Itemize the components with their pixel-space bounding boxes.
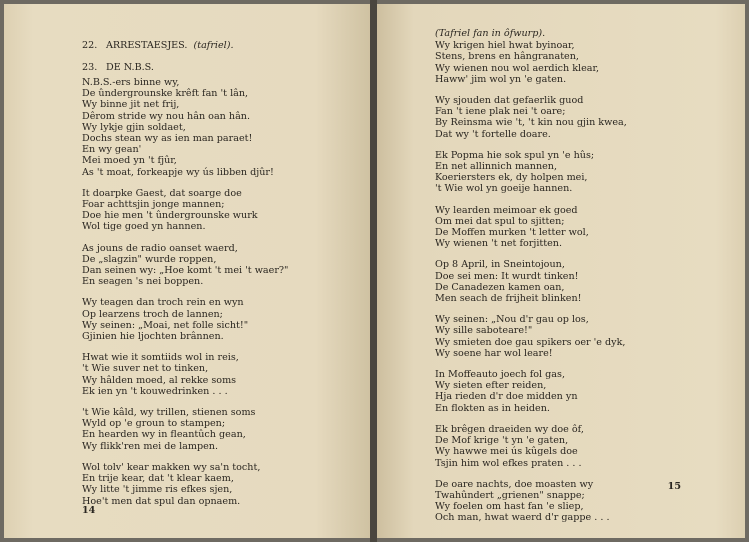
verse-line: De „slagzin" wurde roppen,: [82, 253, 217, 265]
heading-number: 22.: [82, 40, 98, 51]
verse-line: Wy teagen dan troch rein en wyn: [82, 297, 244, 309]
verse-line: By Reinsma wie 't, 't kin nou gjin kwea,: [435, 117, 627, 129]
verse-line: As jouns de radio oanset waerd,: [82, 242, 238, 254]
verse-line: En flokten as in heiden.: [435, 402, 550, 414]
stanza: [82, 407, 352, 452]
verse-line: Stens, brens en hângranaten,: [435, 51, 579, 63]
stanza: [82, 297, 352, 342]
verse-line: Wy seinen: „Moai, net folle sicht!": [82, 319, 249, 331]
stanza: [435, 150, 725, 195]
stanza: [82, 243, 352, 288]
heading-title: DE N.B.S.: [106, 62, 154, 73]
verse-line: De Mof krige 't yn 'e gaten,: [435, 435, 569, 447]
verse-line: Wy flikk'ren mei de lampen.: [82, 440, 219, 452]
stanza: [435, 205, 725, 250]
verse-line: Men seach de frijheit blinken!: [435, 293, 582, 305]
verse-line: In Moffeauto joech fol gas,: [435, 369, 565, 381]
stanza: [435, 259, 725, 304]
verse-line: Tsjin him wol efkes praten . . .: [435, 457, 582, 469]
verse-line: It doarpke Gaest, dat soarge doe: [82, 187, 242, 199]
heading-number: 23.: [82, 62, 98, 73]
verse-line: Wy foelen om hast fan 'e sliep,: [435, 501, 584, 513]
stanza: [435, 95, 725, 140]
heading-23: [82, 62, 352, 74]
verse-line: En hearden wy in fleantûch gean,: [82, 429, 246, 441]
verse-line: As 't moat, forkeapje wy ús libben djûr!: [82, 166, 274, 178]
verse-line: Om mei dat spul to sjitten;: [435, 215, 565, 227]
verse-line: Wy hâlden moed, al rekke soms: [82, 374, 237, 386]
verse-line: Wy lykje gjin soldaet,: [82, 121, 186, 133]
section-subhead: (Tafriel fan in ôfwurp).: [435, 28, 546, 39]
verse-line: Wy krigen hiel hwat byinoar,: [435, 40, 575, 52]
verse-line: Wy hawwe mei ús kûgels doe: [435, 446, 578, 458]
left-page-content: [82, 40, 352, 517]
verse-line: En seagen 's nei boppen.: [82, 276, 204, 288]
verse-line: 't Wie kâld, wy trillen, stienen soms: [82, 407, 256, 419]
verse-line: Wol tolv' kear makken wy sa'n tocht,: [82, 461, 261, 473]
verse-line: Doe sei men: It wurdt tinken!: [435, 270, 579, 282]
stanza: [82, 352, 352, 397]
verse-line: Hwat wie it somtiids wol in reis,: [82, 352, 239, 364]
verse-line: Twahûndert „grienen" snappe;: [435, 489, 585, 501]
verse-line: Doe hie men 't ûndergrounske wurk: [82, 210, 258, 222]
verse-line: Dat wy 't fortelle doare.: [435, 128, 551, 140]
stanza: [435, 369, 725, 414]
heading-title: ARRESTAESJES. (tafriel).: [106, 40, 234, 51]
verse-line: Dan seinen wy: „Hoe komt 't mei 't waer?": [82, 265, 289, 277]
stanza: [82, 188, 352, 233]
right-page-content: [435, 28, 725, 534]
verse-line: Wy sjouden dat gefaerlik guod: [435, 95, 584, 107]
verse-line: Ek brêgen draeiden wy doe ôf,: [435, 423, 584, 435]
verse-line: Op learzens troch de lannen;: [82, 308, 223, 320]
verse-line: En net allinnich mannen,: [435, 161, 558, 173]
verse-line: Wy wienen nou wol aerdich klear,: [435, 62, 600, 74]
stanza: [435, 314, 725, 359]
verse-line: Wy litte 't jimme ris efkes sjen,: [82, 484, 233, 496]
poem-stanzas: [435, 40, 725, 523]
verse-line: En trije kear, dat 't klear kaem,: [82, 473, 234, 485]
verse-line: Dêrom stride wy nou hân oan hân.: [82, 110, 251, 122]
verse-line: En wy gean': [82, 144, 142, 156]
stanza: [82, 462, 352, 507]
verse-line: Ek ien yn 't kouwedrinken . . .: [82, 385, 228, 397]
verse-line: Ek Popma hie sok spul yn 'e hûs;: [435, 149, 595, 161]
verse-line: Wy sieten efter reiden,: [435, 380, 547, 392]
verse-line: De Canadezen kamen oan,: [435, 281, 565, 293]
page-number: 14: [82, 505, 96, 516]
verse-line: 't Wie wol yn goeije hannen.: [435, 183, 573, 195]
verse-line: Gjinien hie ljochten brânnen.: [82, 331, 224, 343]
verse-line: Wyld op 'e groun to stampen;: [82, 418, 226, 430]
verse-line: Mei moed yn 't fjûr,: [82, 155, 177, 167]
verse-line: Fan 't iene plak nei 't oare;: [435, 106, 566, 118]
left-page: [4, 4, 370, 538]
poem-stanzas: [82, 77, 352, 507]
verse-line: Hja rieden d'r doe midden yn: [435, 391, 578, 403]
verse-line: Wy smieten doe gau spikers oer 'e dyk,: [435, 336, 626, 348]
stanza: [435, 40, 725, 85]
verse-line: Koeriersters ek, dy holpen mei,: [435, 172, 588, 184]
verse-line: Och man, hwat waerd d'r gappe . . .: [435, 512, 610, 524]
right-page: [377, 4, 745, 538]
verse-line: Wy wienen 't net forjitten.: [435, 238, 563, 250]
verse-line: Hoe't men dat spul dan opnaem.: [82, 495, 241, 507]
verse-line: Wy seinen: „Nou d'r gau op los,: [435, 314, 589, 326]
page-number: 15: [667, 481, 681, 492]
verse-line: De oare nachts, doe moasten wy: [435, 478, 594, 490]
verse-line: Wy sille saboteare!": [435, 325, 533, 337]
verse-line: 't Wie suver net to tinken,: [82, 363, 209, 375]
stanza: [435, 424, 725, 469]
verse-line: N.B.S.-ers binne wy,: [82, 77, 180, 88]
verse-line: Op 8 April, in Sneintojoun,: [435, 259, 565, 271]
verse-line: Wy learden meimoar ek goed: [435, 204, 578, 216]
heading-22: [82, 40, 352, 52]
book-gutter: [370, 0, 377, 542]
verse-line: Haww' jim wol yn 'e gaten.: [435, 73, 567, 85]
verse-line: Wol tige goed yn hannen.: [82, 221, 206, 233]
verse-line: Wy soene har wol leare!: [435, 347, 553, 359]
verse-line: Foar achttsjin jonge mannen;: [82, 199, 225, 211]
verse-line: De Moffen murken 't letter wol,: [435, 227, 589, 239]
stanza: [435, 479, 725, 524]
verse-line: De ûndergrounske krêft fan 't lân,: [82, 88, 249, 100]
stanza: [82, 77, 352, 178]
verse-line: Wy binne jit net frij,: [82, 99, 180, 111]
verse-line: Dochs stean wy as ien man paraet!: [82, 133, 253, 145]
